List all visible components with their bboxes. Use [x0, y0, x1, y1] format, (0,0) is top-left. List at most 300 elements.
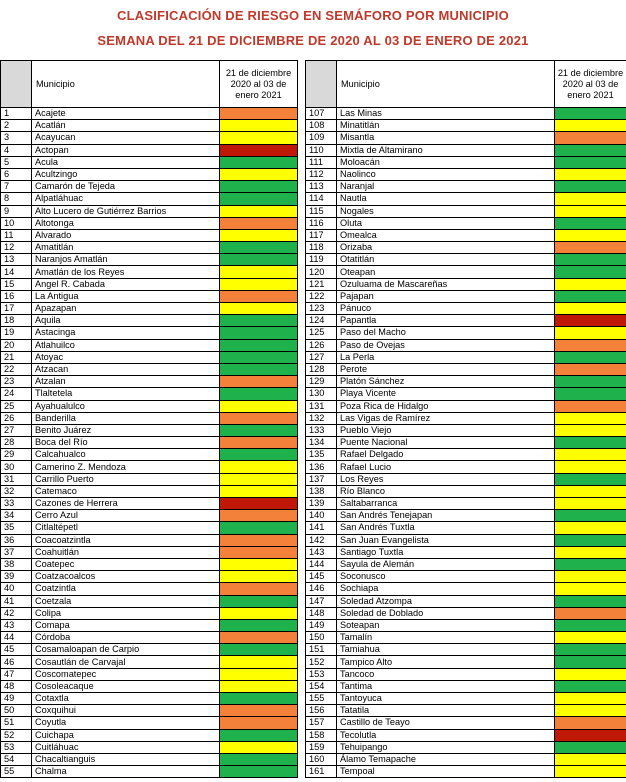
row-number: 160	[306, 753, 337, 765]
municipio-name: San Andrés Tuxtla	[337, 522, 555, 534]
risk-color-cell	[220, 583, 298, 595]
row-number: 41	[1, 595, 32, 607]
risk-color-cell	[555, 315, 626, 327]
row-number: 149	[306, 619, 337, 631]
row-number: 35	[1, 522, 32, 534]
row-number: 11	[1, 229, 32, 241]
table-row	[1, 412, 298, 424]
row-number: 39	[1, 571, 32, 583]
row-number: 36	[1, 534, 32, 546]
municipio-name: Ayahualulco	[32, 400, 220, 412]
risk-color-cell	[555, 254, 626, 266]
table-row	[1, 449, 298, 461]
risk-color-cell	[555, 229, 626, 241]
risk-color-cell	[220, 717, 298, 729]
risk-color-cell	[555, 510, 626, 522]
row-number: 148	[306, 607, 337, 619]
table-row	[306, 181, 626, 193]
municipio-name: Soledad Atzompa	[337, 595, 555, 607]
row-number: 114	[306, 193, 337, 205]
municipio-name: Alto Lucero de Gutiérrez Barrios	[32, 205, 220, 217]
municipio-name: Atoyac	[32, 351, 220, 363]
municipio-name: Pajapan	[337, 290, 555, 302]
table-row	[306, 595, 626, 607]
municipio-name: Las Minas	[337, 108, 555, 120]
municipio-name: Moloacán	[337, 156, 555, 168]
municipio-name: Los Reyes	[337, 473, 555, 485]
table-row	[1, 534, 298, 546]
risk-color-cell	[220, 619, 298, 631]
table-row	[1, 558, 298, 570]
table-row	[1, 571, 298, 583]
table-row	[306, 339, 626, 351]
risk-color-cell	[220, 229, 298, 241]
row-number: 144	[306, 558, 337, 570]
table-row	[1, 278, 298, 290]
row-number: 45	[1, 644, 32, 656]
risk-color-cell	[220, 266, 298, 278]
municipio-name: Coatzacoalcos	[32, 571, 220, 583]
table-row	[1, 193, 298, 205]
risk-color-cell	[220, 168, 298, 180]
municipio-name: Atzalan	[32, 376, 220, 388]
row-number: 9	[1, 205, 32, 217]
risk-color-cell	[220, 522, 298, 534]
risk-color-cell	[220, 217, 298, 229]
row-number: 108	[306, 120, 337, 132]
municipio-name: Cerro Azul	[32, 510, 220, 522]
risk-color-cell	[220, 351, 298, 363]
municipio-name: Chacaltianguis	[32, 753, 220, 765]
municipio-name: Orizaba	[337, 242, 555, 254]
table-row	[306, 229, 626, 241]
row-number: 17	[1, 303, 32, 315]
municipio-name: Tlaltetela	[32, 388, 220, 400]
risk-color-cell	[555, 693, 626, 705]
row-number: 5	[1, 156, 32, 168]
row-number: 4	[1, 144, 32, 156]
municipio-name: Cuitláhuac	[32, 741, 220, 753]
row-number: 24	[1, 388, 32, 400]
risk-color-cell	[555, 644, 626, 656]
table-row	[306, 510, 626, 522]
row-number: 6	[1, 168, 32, 180]
municipio-name: Sochiapa	[337, 583, 555, 595]
risk-color-cell	[220, 363, 298, 375]
table-header-row	[1, 61, 298, 108]
table-row	[306, 619, 626, 631]
table-row	[1, 120, 298, 132]
table-row	[306, 400, 626, 412]
municipio-name: Álamo Temapache	[337, 753, 555, 765]
municipio-name: Tantoyuca	[337, 693, 555, 705]
municipio-name: Tatatila	[337, 705, 555, 717]
table-row	[306, 193, 626, 205]
table-row	[306, 303, 626, 315]
municipio-name: Chalma	[32, 766, 220, 778]
municipio-name: Alvarado	[32, 229, 220, 241]
municipio-name: Amatlán de los Reyes	[32, 266, 220, 278]
risk-color-cell	[555, 303, 626, 315]
row-number: 135	[306, 449, 337, 461]
row-number: 38	[1, 558, 32, 570]
risk-color-cell	[220, 144, 298, 156]
municipio-header: Municipio	[337, 61, 555, 108]
table-row	[1, 315, 298, 327]
table-row	[1, 303, 298, 315]
risk-color-cell	[555, 351, 626, 363]
risk-color-cell	[555, 132, 626, 144]
municipio-name: Tehuipango	[337, 741, 555, 753]
table-row	[1, 388, 298, 400]
risk-color-cell	[555, 193, 626, 205]
row-number: 134	[306, 437, 337, 449]
risk-color-cell	[220, 449, 298, 461]
row-number: 142	[306, 534, 337, 546]
municipio-name: Omealca	[337, 229, 555, 241]
table-row	[306, 449, 626, 461]
risk-color-cell	[220, 693, 298, 705]
table-row	[1, 132, 298, 144]
table-row	[1, 668, 298, 680]
table-row	[1, 473, 298, 485]
risk-color-cell	[555, 205, 626, 217]
municipio-name: Acula	[32, 156, 220, 168]
row-number: 158	[306, 729, 337, 741]
table-row	[306, 717, 626, 729]
risk-color-cell	[220, 461, 298, 473]
table-row	[306, 583, 626, 595]
table-row	[1, 363, 298, 375]
risk-color-cell	[555, 278, 626, 290]
risk-color-cell	[555, 705, 626, 717]
municipio-name: Tamiahua	[337, 644, 555, 656]
municipio-name: Nogales	[337, 205, 555, 217]
municipio-name: Sayula de Alemán	[337, 558, 555, 570]
risk-color-cell	[220, 534, 298, 546]
row-number: 30	[1, 461, 32, 473]
row-number: 12	[1, 242, 32, 254]
table-row	[306, 680, 626, 692]
row-number: 40	[1, 583, 32, 595]
risk-color-cell	[555, 632, 626, 644]
row-number: 34	[1, 510, 32, 522]
table-row	[306, 388, 626, 400]
table-row	[306, 485, 626, 497]
municipio-name: Tancoco	[337, 668, 555, 680]
row-number: 113	[306, 181, 337, 193]
municipio-name: La Perla	[337, 351, 555, 363]
municipio-name: Amatitlán	[32, 242, 220, 254]
municipio-name: Coatepec	[32, 558, 220, 570]
row-number: 145	[306, 571, 337, 583]
risk-color-cell	[555, 607, 626, 619]
row-number: 141	[306, 522, 337, 534]
row-number: 55	[1, 766, 32, 778]
risk-color-cell	[555, 534, 626, 546]
table-row	[306, 693, 626, 705]
row-number: 7	[1, 181, 32, 193]
risk-color-cell	[220, 254, 298, 266]
row-number: 1	[1, 108, 32, 120]
row-number: 43	[1, 619, 32, 631]
row-number: 47	[1, 668, 32, 680]
table-row	[306, 522, 626, 534]
table-row	[1, 339, 298, 351]
municipio-name: Paso de Ovejas	[337, 339, 555, 351]
risk-color-cell	[220, 753, 298, 765]
table-row	[1, 583, 298, 595]
row-number: 157	[306, 717, 337, 729]
risk-color-cell	[220, 607, 298, 619]
table-row	[306, 242, 626, 254]
table-row	[306, 412, 626, 424]
row-number: 44	[1, 632, 32, 644]
municipio-name: Atzacan	[32, 363, 220, 375]
table-row	[306, 498, 626, 510]
risk-color-cell	[555, 290, 626, 302]
risk-color-cell	[555, 522, 626, 534]
risk-color-cell	[220, 632, 298, 644]
row-number: 153	[306, 668, 337, 680]
municipio-name: Coetzala	[32, 595, 220, 607]
table-row	[306, 705, 626, 717]
municipio-name: Pueblo Viejo	[337, 424, 555, 436]
risk-color-cell	[555, 108, 626, 120]
table-row	[1, 461, 298, 473]
row-number: 18	[1, 315, 32, 327]
risk-color-cell	[555, 376, 626, 388]
row-number: 27	[1, 424, 32, 436]
municipio-name: San Juan Evangelista	[337, 534, 555, 546]
row-number: 117	[306, 229, 337, 241]
municipio-name: Catemaco	[32, 485, 220, 497]
row-number: 14	[1, 266, 32, 278]
municipio-name: Actopan	[32, 144, 220, 156]
municipio-name: Nautla	[337, 193, 555, 205]
risk-color-cell	[220, 766, 298, 778]
table-row	[1, 595, 298, 607]
municipio-name: Acatlán	[32, 120, 220, 132]
row-number: 21	[1, 351, 32, 363]
risk-color-cell	[555, 766, 626, 778]
table-row	[1, 254, 298, 266]
title-line-2: SEMANA DEL 21 DE DICIEMBRE DE 2020 AL 03 DE ENERO DE 2021	[97, 33, 529, 48]
municipio-name: Río Blanco	[337, 485, 555, 497]
municipio-name: Apazapan	[32, 303, 220, 315]
municipio-name: Soledad de Doblado	[337, 607, 555, 619]
row-number: 129	[306, 376, 337, 388]
row-number: 46	[1, 656, 32, 668]
risk-color-cell	[555, 668, 626, 680]
row-number: 137	[306, 473, 337, 485]
municipio-name: Paso del Macho	[337, 327, 555, 339]
risk-color-cell	[555, 729, 626, 741]
row-number: 121	[306, 278, 337, 290]
table-row	[306, 266, 626, 278]
table-row	[306, 753, 626, 765]
row-number: 49	[1, 693, 32, 705]
table-row	[306, 461, 626, 473]
table-row	[306, 327, 626, 339]
risk-color-cell	[220, 680, 298, 692]
risk-color-cell	[555, 217, 626, 229]
municipio-name: Rafael Delgado	[337, 449, 555, 461]
municipio-name: Platón Sánchez	[337, 376, 555, 388]
risk-color-cell	[220, 303, 298, 315]
table-row	[1, 741, 298, 753]
municipio-name: Coahuitlán	[32, 546, 220, 558]
risk-color-cell	[555, 363, 626, 375]
risk-color-cell	[220, 290, 298, 302]
risk-color-cell	[220, 644, 298, 656]
table-row	[306, 424, 626, 436]
row-number: 159	[306, 741, 337, 753]
municipio-name: Colipa	[32, 607, 220, 619]
row-number: 32	[1, 485, 32, 497]
risk-table-left	[0, 60, 298, 778]
table-row	[1, 485, 298, 497]
table-row	[306, 120, 626, 132]
row-number: 146	[306, 583, 337, 595]
table-row	[1, 510, 298, 522]
municipio-name: Comapa	[32, 619, 220, 631]
table-row	[306, 729, 626, 741]
risk-color-cell	[555, 144, 626, 156]
table-row	[306, 315, 626, 327]
risk-color-cell	[220, 132, 298, 144]
table-row	[306, 632, 626, 644]
municipio-name: Naranjal	[337, 181, 555, 193]
table-row	[1, 205, 298, 217]
risk-color-cell	[555, 595, 626, 607]
municipio-name: Poza Rica de Hidalgo	[337, 400, 555, 412]
municipio-name: Papantla	[337, 315, 555, 327]
row-number: 37	[1, 546, 32, 558]
risk-color-cell	[555, 558, 626, 570]
risk-color-cell	[555, 120, 626, 132]
municipio-name: Misantla	[337, 132, 555, 144]
risk-color-cell	[220, 485, 298, 497]
row-number: 50	[1, 705, 32, 717]
municipio-name: Tantima	[337, 680, 555, 692]
row-number: 143	[306, 546, 337, 558]
municipio-name: Tecolutla	[337, 729, 555, 741]
table-row	[1, 607, 298, 619]
row-number: 48	[1, 680, 32, 692]
row-number: 127	[306, 351, 337, 363]
municipio-name: Coatzintla	[32, 583, 220, 595]
risk-color-cell	[220, 400, 298, 412]
row-number: 22	[1, 363, 32, 375]
municipio-name: Santiago Tuxtla	[337, 546, 555, 558]
row-number: 115	[306, 205, 337, 217]
municipio-name: Tampico Alto	[337, 656, 555, 668]
municipio-name: Angel R. Cabada	[32, 278, 220, 290]
risk-color-cell	[220, 315, 298, 327]
risk-color-cell	[555, 388, 626, 400]
row-number: 10	[1, 217, 32, 229]
municipio-name: Acayucan	[32, 132, 220, 144]
risk-color-cell	[220, 412, 298, 424]
row-number: 151	[306, 644, 337, 656]
table-row	[1, 108, 298, 120]
table-row	[1, 242, 298, 254]
row-number: 13	[1, 254, 32, 266]
table-row	[1, 376, 298, 388]
risk-color-cell	[555, 424, 626, 436]
table-row	[306, 290, 626, 302]
row-number: 112	[306, 168, 337, 180]
row-number: 155	[306, 693, 337, 705]
table-row	[1, 705, 298, 717]
risk-color-cell	[555, 266, 626, 278]
municipio-name: Cuichapa	[32, 729, 220, 741]
table-row	[306, 217, 626, 229]
table-row	[306, 205, 626, 217]
row-number: 156	[306, 705, 337, 717]
row-number: 147	[306, 595, 337, 607]
municipio-name: Calcahualco	[32, 449, 220, 461]
risk-color-cell	[555, 156, 626, 168]
municipio-name: Cotaxtla	[32, 693, 220, 705]
table-row	[306, 254, 626, 266]
table-row	[306, 168, 626, 180]
row-number: 110	[306, 144, 337, 156]
table-row	[1, 656, 298, 668]
table-row	[1, 546, 298, 558]
municipio-name: Tamalín	[337, 632, 555, 644]
risk-color-cell	[555, 400, 626, 412]
row-number: 23	[1, 376, 32, 388]
risk-color-cell	[220, 473, 298, 485]
row-number: 20	[1, 339, 32, 351]
period-header: 21 de diciembre 2020 al 03 de enero 2021	[220, 61, 298, 108]
table-row	[1, 619, 298, 631]
risk-color-cell	[220, 498, 298, 510]
municipio-name: Córdoba	[32, 632, 220, 644]
municipio-name: La Antigua	[32, 290, 220, 302]
table-row	[1, 327, 298, 339]
title-line-1: CLASIFICACIÓN DE RIESGO EN SEMÁFORO POR MUNICIPIO	[117, 8, 509, 23]
row-number: 16	[1, 290, 32, 302]
risk-color-cell	[220, 278, 298, 290]
risk-color-cell	[220, 193, 298, 205]
municipio-name: Altotonga	[32, 217, 220, 229]
row-number: 123	[306, 303, 337, 315]
table-row	[1, 753, 298, 765]
row-number: 132	[306, 412, 337, 424]
risk-color-cell	[555, 717, 626, 729]
risk-color-cell	[555, 327, 626, 339]
municipio-name: Benito Juárez	[32, 424, 220, 436]
table-row	[306, 376, 626, 388]
risk-table-right	[305, 60, 626, 778]
table-row	[306, 156, 626, 168]
table-row	[1, 181, 298, 193]
row-number: 107	[306, 108, 337, 120]
municipio-name: Astacinga	[32, 327, 220, 339]
risk-color-cell	[220, 181, 298, 193]
table-row	[1, 522, 298, 534]
row-number: 25	[1, 400, 32, 412]
municipio-name: Alpatláhuac	[32, 193, 220, 205]
row-number: 15	[1, 278, 32, 290]
table-row	[1, 632, 298, 644]
table-row	[306, 363, 626, 375]
row-number: 109	[306, 132, 337, 144]
row-number: 42	[1, 607, 32, 619]
